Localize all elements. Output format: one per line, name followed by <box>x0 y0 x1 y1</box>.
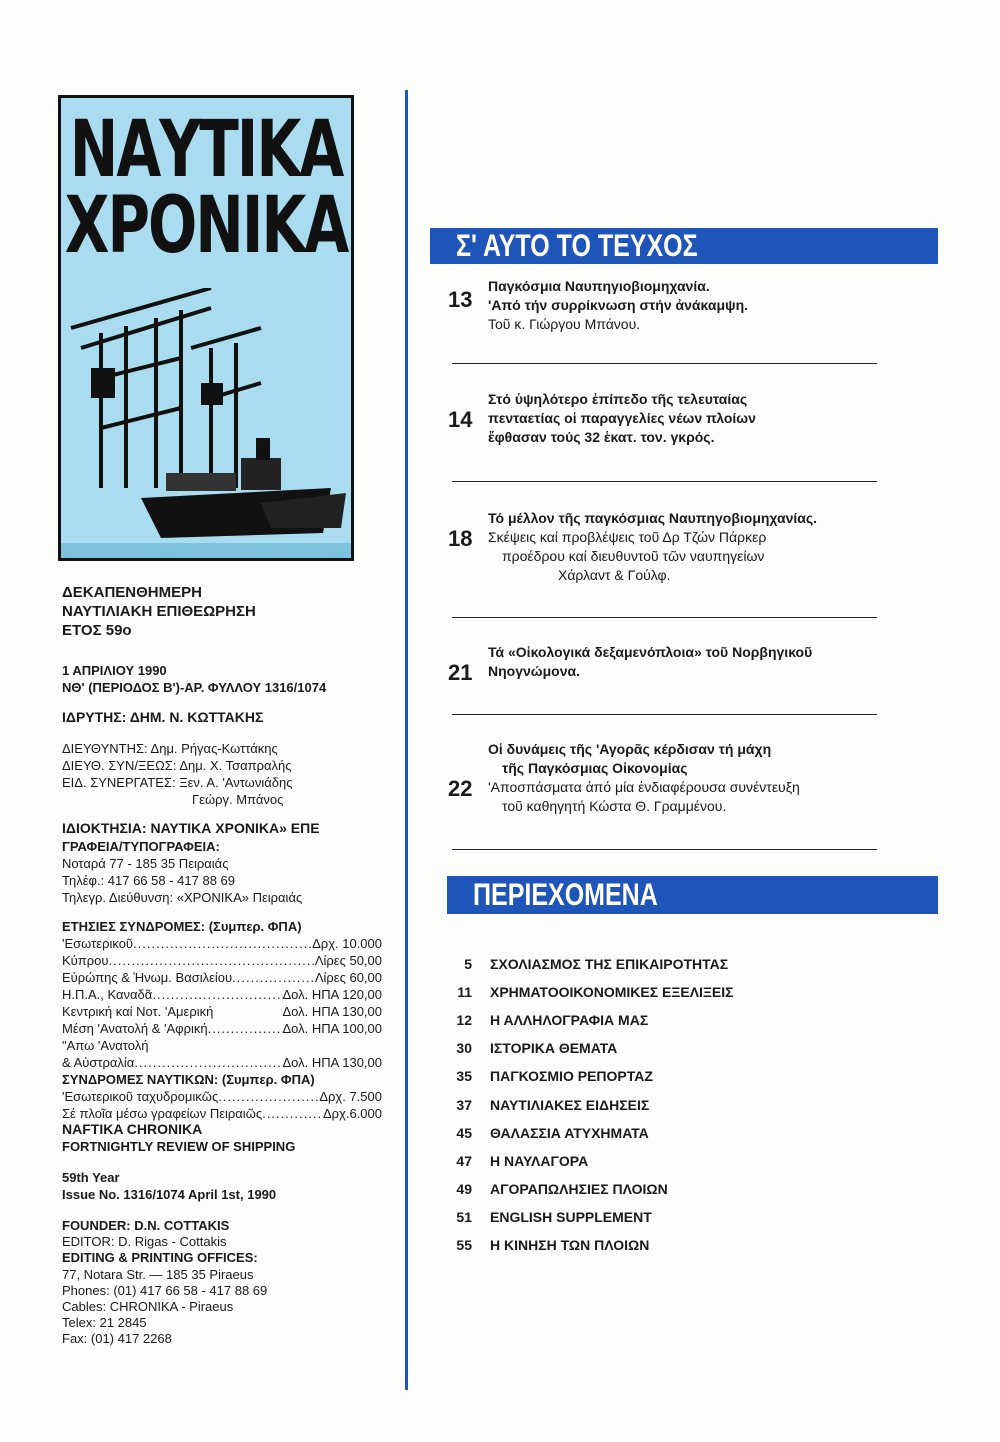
cover-title-line1: ΝΑΥΤΙΚΑ <box>69 103 343 196</box>
article-title-line: τῆς Παγκόσμιας Οἰκονομίας <box>502 760 688 776</box>
article-subtitle-line: Χάρλαντ & Γούλφ. <box>558 567 671 583</box>
article-subtitle-line: 'Αποσπάσματα ἀπό μία ἐνδιαφέρουσα συνέντευξη <box>488 779 800 795</box>
phone-gr: Τηλέφ.: 417 66 58 - 417 88 69 <box>62 873 235 888</box>
column-divider <box>405 90 408 1390</box>
article-title-line: Τά «Οἰκολογικά δεξαμενόπλοια» τοῦ Νορβηγικοῦ <box>488 644 813 660</box>
article-subtitle-line: προέδρου καί διευθυντοῦ τῶν ναυπηγείων <box>502 548 765 564</box>
contents-item[interactable]: 11 ΧΡΗΜΑΤΟΟΙΚΟΝΟΜΙΚΕΣ ΕΞΕΛΙΞΕΙΣ <box>457 984 734 1000</box>
subscriptions-title: ΕΤΗΣΙΕΣ ΣΥΝΔΡΟΜΕΣ: (Συμπερ. ΦΠΑ) <box>62 919 302 934</box>
english-cables: Cables: CHRONIKA - Piraeus <box>62 1299 234 1314</box>
subscription-row: Σέ πλοῖα μέσω γραφείων Πειραιῶς ..... Δρχ.6.000 <box>62 1105 382 1122</box>
masthead-line2: ΝΑΥΤΙΛΙΑΚΗ ΕΠΙΘΕΩΡΗΣΗ <box>62 603 256 620</box>
contents-item[interactable]: 45 ΘΑΛΑΣΣΙΑ ΑΤΥΧΗΜΑΤΑ <box>456 1125 649 1141</box>
founder: ΙΔΡΥΤΗΣ: ΔΗΜ. Ν. ΚΩΤΤΑΚΗΣ <box>62 709 264 725</box>
special-contributors-2: Γεώργ. Μπάνος <box>192 792 284 807</box>
article-page: 13 <box>448 287 473 312</box>
english-year: 59th Year <box>62 1170 120 1185</box>
divider <box>452 617 877 618</box>
contents-item[interactable]: 47 Η ΝΑΥΛΑΓΟΡΑ <box>456 1153 589 1169</box>
subscription-rows <box>62 935 382 1071</box>
article-title-line: Στό ὑψηλότερο ἐπίπεδο τῆς τελευταίας <box>488 391 748 407</box>
contents-item[interactable]: 30 ΙΣΤΟΡΙΚΑ ΘΕΜΑΤΑ <box>456 1040 618 1056</box>
masthead-year: ΕΤΟΣ 59ο <box>62 622 132 639</box>
article-page: 18 <box>448 526 473 551</box>
director: ΔΙΕΥΘΥΝΤΗΣ: Δημ. Ρήγας-Κωττάκης <box>62 741 278 756</box>
offices-title: ΓΡΑΦΕΙΑ/ΤΥΠΟΓΡΑΦΕΙΑ: <box>62 839 220 854</box>
cover-title-line2: ΧΡΟΝΙΚΑ <box>64 179 348 272</box>
divider <box>452 363 877 364</box>
subscription-row: 'Εσωτερικοῦ ..... Δρχ. 10.000 <box>62 935 382 952</box>
article-title-line: πενταετίας οἱ παραγγελίες νέων πλοίων <box>488 410 756 426</box>
subscription-row: & Αὐστραλία ..... Δολ. ΗΠΑ 130,00 <box>62 1054 382 1071</box>
special-contributors: ΕΙΔ. ΣΥΝΕΡΓΑΤΕΣ: Ξεν. Α. 'Αντωνιάδης <box>62 775 293 790</box>
english-phones: Phones: (01) 417 66 58 - 417 88 69 <box>62 1283 268 1298</box>
cable-gr: Τηλεγρ. Διεύθυνση: «ΧΡΟΝΙΚΑ» Πειραιάς <box>62 890 303 905</box>
article-title-line: Οἱ δυνάμεις τῆς 'Αγορᾶς κέρδισαν τή μάχη <box>488 741 772 757</box>
article-title-line: Νηογνώμονα. <box>488 663 581 679</box>
contents-item[interactable]: 12 Η ΑΛΛΗΛΟΓΡΑΦΙΑ ΜΑΣ <box>456 1012 649 1028</box>
subscription-row: 'Εσωτερικοῦ ταχυδρομικῶς ..... Δρχ. 7.500 <box>62 1088 382 1105</box>
divider <box>452 714 877 715</box>
subscription-row: Μέση 'Ανατολή & 'Αφρική ..... Δολ. ΗΠΑ 100,00 <box>62 1020 382 1037</box>
article-subtitle-line: Σκέψεις καί προβλέψεις τοῦ Δρ Τζών Πάρκερ <box>488 529 767 545</box>
contents-item[interactable]: 5 ΣΧΟΛΙΑΣΜΟΣ ΤΗΣ ΕΠΙΚΑΙΡΟΤΗΤΑΣ <box>464 956 729 972</box>
contents-item[interactable]: 49 ΑΓΟΡΑΠΩΛΗΣΙΕΣ ΠΛΟΙΩΝ <box>456 1181 668 1197</box>
english-offices: EDITING & PRINTING OFFICES: <box>62 1250 258 1265</box>
masthead-line1: ΔΕΚΑΠΕΝΘΗΜΕΡΗ <box>62 584 202 601</box>
subscription-far-east-line1: "Απω 'Ανατολή <box>62 1038 149 1053</box>
contents-item[interactable]: 55 Η ΚΙΝΗΣΗ ΤΩΝ ΠΛΟΙΩΝ <box>456 1237 650 1253</box>
in-this-issue-banner: Σ' ΑΥΤΟ ΤΟ ΤΕΥΧΟΣ <box>430 228 938 264</box>
issue-number: ΝΘ' (ΠΕΡΙΟΔΟΣ Β')-ΑΡ. ΦΥΛΛΟΥ 1316/1074 <box>62 680 327 695</box>
editor-in-chief: ΔΙΕΥΘ. ΣΥΝ/ΞΕΩΣ: Δημ. Χ. Τσαπραλής <box>62 758 292 773</box>
article-page: 14 <box>448 407 473 432</box>
english-address: 77, Notara Str. — 185 35 Piraeus <box>62 1267 254 1282</box>
contents-banner: ΠΕΡΙΕΧΟΜΕΝΑ <box>447 876 938 914</box>
subscription-row: Κεντρική καί Νοτ. 'Αμερική Δολ. ΗΠΑ 130,00 <box>62 1004 382 1019</box>
issue-date: 1 ΑΠΡΙΛΙΟΥ 1990 <box>62 663 167 678</box>
subscription-row: Εὐρώπης & Ἡνωμ. Βασιλείου ..... Λίρες 60,00 <box>62 969 382 986</box>
english-founder: FOUNDER: D.N. COTTAKIS <box>62 1218 230 1233</box>
english-subtitle: FORTNIGHTLY REVIEW OF SHIPPING <box>62 1139 296 1154</box>
subscription-row: Κύπρου ..... Λίρες 50,00 <box>62 952 382 969</box>
article-title-line: Τό μέλλον τῆς παγκόσμιας Ναυπηγοβιομηχανίας. <box>488 510 818 526</box>
article-title-line: Παγκόσμια Ναυπηγιοβιομηχανία. <box>488 278 710 294</box>
port-cranes-ship-illustration <box>61 288 351 558</box>
contents-item[interactable]: 35 ΠΑΓΚΟΣΜΙΟ ΡΕΠΟΡΤΑΖ <box>456 1068 653 1084</box>
english-issue: Issue No. 1316/1074 April 1st, 1990 <box>62 1187 277 1202</box>
article-subtitle-line: Τοῦ κ. Γιώργου Μπάνου. <box>488 316 641 332</box>
cover-image <box>58 95 354 561</box>
article-title-line: 'Από τήν συρρίκνωση στήν ἀνάκαμψη. <box>488 297 749 313</box>
article-title-line: ἔφθασαν τούς 32 ἑκατ. τον. γκρός. <box>488 429 715 445</box>
divider <box>452 849 877 850</box>
shipping-subscription-rows <box>62 1088 382 1122</box>
contents-item[interactable]: 51 ENGLISH SUPPLEMENT <box>456 1209 652 1225</box>
contents-item[interactable]: 37 ΝΑΥΤΙΛΙΑΚΕΣ ΕΙΔΗΣΕΙΣ <box>456 1097 650 1113</box>
shipping-subscriptions-title: ΣΥΝΔΡΟΜΕΣ ΝΑΥΤΙΚΩΝ: (Συμπερ. ΦΠΑ) <box>62 1072 315 1087</box>
ownership: ΙΔΙΟΚΤΗΣΙΑ: ΝΑΥΤΙΚΑ ΧΡΟΝΙΚΑ» ΕΠΕ <box>62 820 320 836</box>
article-subtitle-line: τοῦ καθηγητή Κώστα Θ. Γραμμένου. <box>502 798 727 814</box>
divider <box>452 481 877 482</box>
subscription-row: Η.Π.Α., Καναδᾶ ..... Δολ. ΗΠΑ 120,00 <box>62 986 382 1003</box>
english-fax: Fax: (01) 417 2268 <box>62 1331 172 1346</box>
address-gr: Νοταρά 77 - 185 35 Πειραιάς <box>62 856 229 871</box>
english-editor: EDITOR: D. Rigas - Cottakis <box>62 1234 227 1249</box>
english-name: NAFTIKA CHRONIKA <box>62 1121 203 1137</box>
article-page: 21 <box>448 660 473 685</box>
english-telex: Telex: 21 2845 <box>62 1315 147 1330</box>
article-page: 22 <box>448 776 473 801</box>
